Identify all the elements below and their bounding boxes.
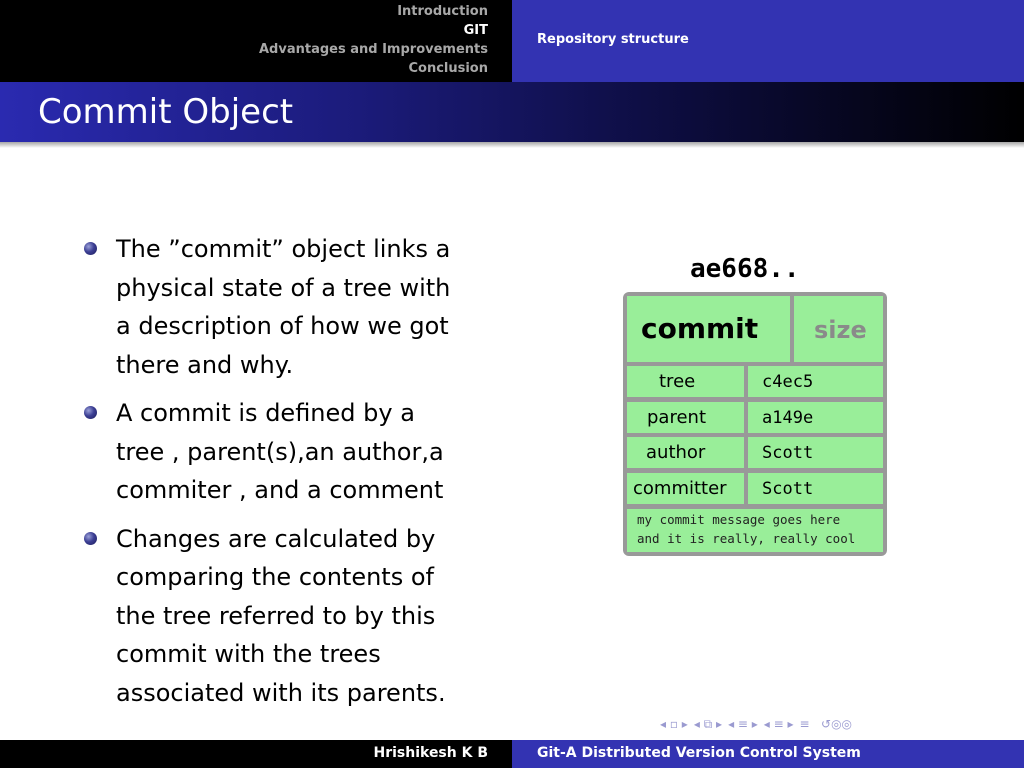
commit-message-cell — [627, 509, 883, 552]
nav-section-conclusion[interactable]: Conclusion — [408, 61, 488, 76]
bullet-line: The ”commit” object links a — [116, 235, 451, 263]
field-value-cell — [748, 437, 883, 468]
field-value-cell — [748, 402, 883, 433]
bullet-line: A commit is defined by a — [116, 399, 415, 427]
nav-section-advantages[interactable]: Advantages and Improvements — [259, 42, 488, 57]
nav-section-introduction[interactable]: Introduction — [397, 4, 488, 19]
commit-hash-label: ae668.. — [690, 254, 800, 284]
field-key-parent: parent — [647, 407, 707, 428]
bullet-line: physical state of a tree with — [116, 273, 451, 302]
bullet-line: the tree referred to by this — [116, 601, 436, 630]
commit-object-diagram — [623, 292, 887, 556]
footer-title-bar — [512, 740, 1024, 768]
bullet-line: associated with its parents. — [116, 678, 446, 707]
field-key-cell — [627, 473, 744, 504]
field-key-cell — [627, 437, 744, 468]
header-section-nav — [0, 0, 512, 82]
nav-section-icon[interactable]: ◂ ≡ ▸ — [728, 717, 758, 731]
nav-section-git[interactable]: GIT — [463, 23, 488, 38]
footer-author: Hrishikesh K B — [373, 745, 488, 761]
bullet-icon — [84, 406, 97, 419]
field-value-cell — [748, 473, 883, 504]
bullet-line: tree , parent(s),an author,a — [116, 437, 444, 466]
nav-subsection-repository-structure[interactable]: Repository structure — [537, 32, 689, 47]
nav-subsection-icon[interactable]: ◂ ⧉ ▸ — [693, 716, 723, 731]
title-shadow — [0, 142, 1024, 148]
frame-title: Commit Object — [38, 92, 294, 132]
nav-search-icon[interactable]: ≡ ↺◎◎ — [799, 717, 853, 731]
commit-message-line: my commit message goes here — [637, 512, 841, 527]
commit-message-line: and it is really, really cool — [637, 531, 856, 546]
nav-document-icon[interactable]: ◂ ≡ ▸ — [763, 717, 794, 731]
bullet-line: comparing the contents of — [116, 563, 434, 591]
bullet-icon — [84, 532, 97, 545]
field-key-cell — [627, 402, 744, 433]
field-key-cell — [627, 366, 744, 397]
bullet-line: there and why. — [116, 350, 294, 379]
field-value-author: Scott — [762, 443, 814, 463]
bullet-list — [84, 230, 504, 722]
commit-type-cell — [627, 296, 790, 362]
field-key-committer: committer — [633, 478, 727, 499]
footer-talk-title: Git-A Distributed Version Control System — [537, 745, 861, 761]
bullet-icon — [84, 242, 97, 255]
footer-author-bar — [0, 740, 512, 768]
commit-type-label: commit — [641, 312, 759, 345]
commit-size-label: size — [814, 316, 867, 344]
field-key-author: author — [646, 442, 706, 463]
bullet-item — [84, 230, 504, 384]
nav-frame-icon[interactable]: ◂ ▫ ▸ — [660, 717, 688, 731]
bullet-line: Changes are calculated by — [116, 524, 436, 553]
header-subsection-nav — [512, 0, 1024, 82]
field-value-tree: c4ec5 — [762, 372, 814, 392]
bullet-line: commiter , and a comment — [116, 476, 444, 504]
navigation-symbols — [660, 716, 858, 732]
bullet-line: commit with the trees — [116, 640, 381, 668]
field-value-committer: Scott — [762, 479, 814, 499]
bullet-item — [84, 394, 504, 510]
bullet-item — [84, 520, 504, 713]
field-key-tree: tree — [659, 371, 696, 392]
bullet-line: a description of how we got — [116, 312, 449, 340]
field-value-cell — [748, 366, 883, 397]
frame-title-bar — [0, 82, 1024, 142]
field-value-parent: a149e — [762, 408, 814, 428]
commit-size-cell — [794, 296, 883, 362]
